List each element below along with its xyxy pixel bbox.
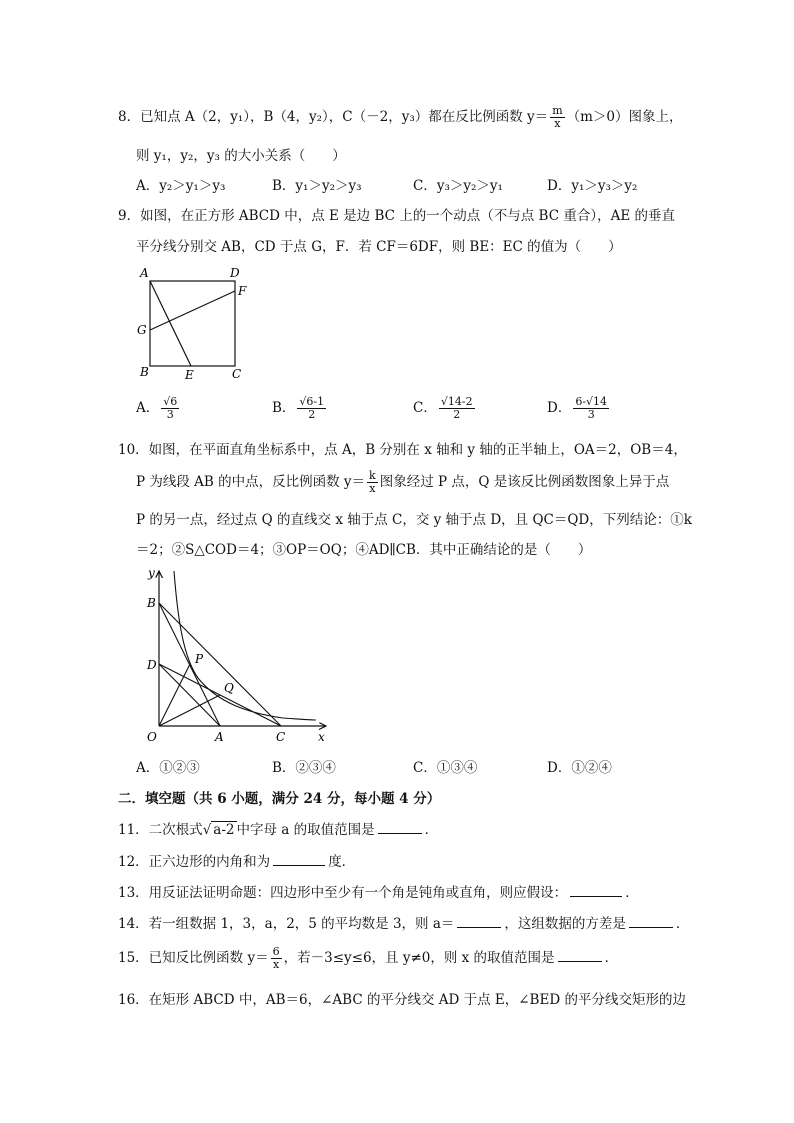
label-p: P xyxy=(195,652,204,666)
label-a: A xyxy=(140,266,149,280)
segment-gf xyxy=(150,291,235,330)
q11-radicand: a-2 xyxy=(213,822,235,838)
q8-text: 8．已知点 A（2，y₁），B（4，y₂），C（－2，y₃）都在反比例函数 y＝ xyxy=(118,109,549,125)
q8-line2: 则 y₁，y₂，y₃ 的大小关系（ ） xyxy=(136,148,346,164)
segment-ae xyxy=(150,281,191,366)
label-b: B xyxy=(140,365,149,379)
label-a: A xyxy=(215,730,224,744)
q8-option-c[interactable]: C．y₃＞y₂＞y₁ xyxy=(413,178,503,194)
q10-coordinate-figure xyxy=(138,563,338,748)
label-c: C xyxy=(276,730,286,744)
label-f: F xyxy=(238,284,247,298)
label-d: D xyxy=(147,658,157,672)
q15-fraction: $\frac{6}{x}$ xyxy=(272,945,280,971)
q9-square-figure xyxy=(134,262,254,384)
q8-fraction: $\frac{m}{x}$ xyxy=(552,104,563,130)
label-x: x xyxy=(318,730,325,744)
q9-option-b[interactable]: B． $\frac{√6-1}{2}$ xyxy=(272,395,325,421)
q8-text-tail: （m＞0）图象上， xyxy=(566,109,683,125)
segment-op xyxy=(159,664,190,726)
label-q: Q xyxy=(224,681,234,695)
q15: 15．已知反比例函数 y＝ $\frac{6}{x}$ ，若－3≤y≤6，且 y≠0，则 x 的取值范围是 ． xyxy=(118,945,619,971)
label-y: y xyxy=(148,566,155,580)
label-d: D xyxy=(230,266,240,280)
q12-answer-blank[interactable] xyxy=(273,852,325,866)
q10-line4: ＝2；②S△COD＝4；③OP＝OQ；④AD∥CB．其中正确结论的是（ ） xyxy=(136,542,592,558)
q10-option-b[interactable]: B．②③④ xyxy=(272,760,336,776)
q9-option-c[interactable]: C． $\frac{√14-2}{2}$ xyxy=(413,395,473,421)
q12: 12．正六边形的内角和为 度． xyxy=(118,854,356,870)
q9-option-a[interactable]: A． $\frac{√6}{3}$ xyxy=(136,395,178,421)
q14-answer-blank-a[interactable] xyxy=(457,914,501,928)
q9-line1: 9．如图，在正方形 ABCD 中，点 E 是边 BC 上的一个动点（不与点 BC 重合），AE 的垂直 xyxy=(118,208,675,224)
q10-line2: P 为线段 AB 的中点，反比例函数 y＝ $\frac{k}{x}$ 图象经过 P 点，Q 是该反比例函数图象上异于点 xyxy=(136,469,670,495)
segment-oq xyxy=(159,695,220,726)
q13-answer-blank[interactable] xyxy=(570,883,622,897)
label-c: C xyxy=(232,367,242,381)
label-o: O xyxy=(147,730,157,744)
q8-option-d[interactable]: D．y₁＞y₃＞y₂ xyxy=(547,178,638,194)
q9-option-d[interactable]: D． $\frac{6-√14}{3}$ xyxy=(547,395,608,421)
q8-line1 xyxy=(118,105,683,130)
hyperbola-curve xyxy=(174,571,316,720)
q11: 11．二次根式√ a-2 中字母 a 的取值范围是 ． xyxy=(118,822,439,838)
q10-option-c[interactable]: C．①③④ xyxy=(413,760,478,776)
q10-line3: P 的另一点，经过点 Q 的直线交 x 轴于点 C，交 y 轴于点 D，且 QC＝QD，下列结论：①k xyxy=(136,512,692,528)
label-e: E xyxy=(185,368,194,382)
q15-answer-blank[interactable] xyxy=(558,948,602,962)
q14-answer-blank-variance[interactable] xyxy=(629,914,673,928)
q13: 13．用反证法证明命题：四边形中至少有一个角是钝角或直角，则应假设： ． xyxy=(118,885,639,901)
q16: 16．在矩形 ABCD 中，AB＝6，∠ABC 的平分线交 AD 于点 E，∠BED 的平分线交矩形的边 xyxy=(118,992,686,1008)
segment-da xyxy=(159,664,220,726)
q10-option-d[interactable]: D．①②④ xyxy=(547,760,612,776)
q8-option-b[interactable]: B．y₁＞y₂＞y₃ xyxy=(272,178,362,194)
q9-line2: 平分线分别交 AB，CD 于点 G，F．若 CF＝6DF，则 BE：EC 的值为（ ） xyxy=(136,239,622,255)
q14: 14．若一组数据 1，3，a，2，5 的平均数是 3，则 a＝ ，这组数据的方差是 ． xyxy=(118,916,690,932)
label-b: B xyxy=(147,596,156,610)
segment-bc xyxy=(159,603,281,726)
section-heading: 二．填空题（共 6 小题，满分 24 分，每小题 4 分） xyxy=(118,791,441,807)
label-g: G xyxy=(137,323,147,337)
q8-option-a[interactable]: A．y₂＞y₁＞y₃ xyxy=(136,178,226,194)
q10-option-a[interactable]: A．①②③ xyxy=(136,760,200,776)
q11-answer-blank[interactable] xyxy=(378,820,422,834)
q10-line1: 10．如图，在平面直角坐标系中，点 A，B 分别在 x 轴和 y 轴的正半轴上，OA＝2，OB＝4， xyxy=(118,442,687,458)
q10-fraction: $\frac{k}{x}$ xyxy=(369,469,376,495)
